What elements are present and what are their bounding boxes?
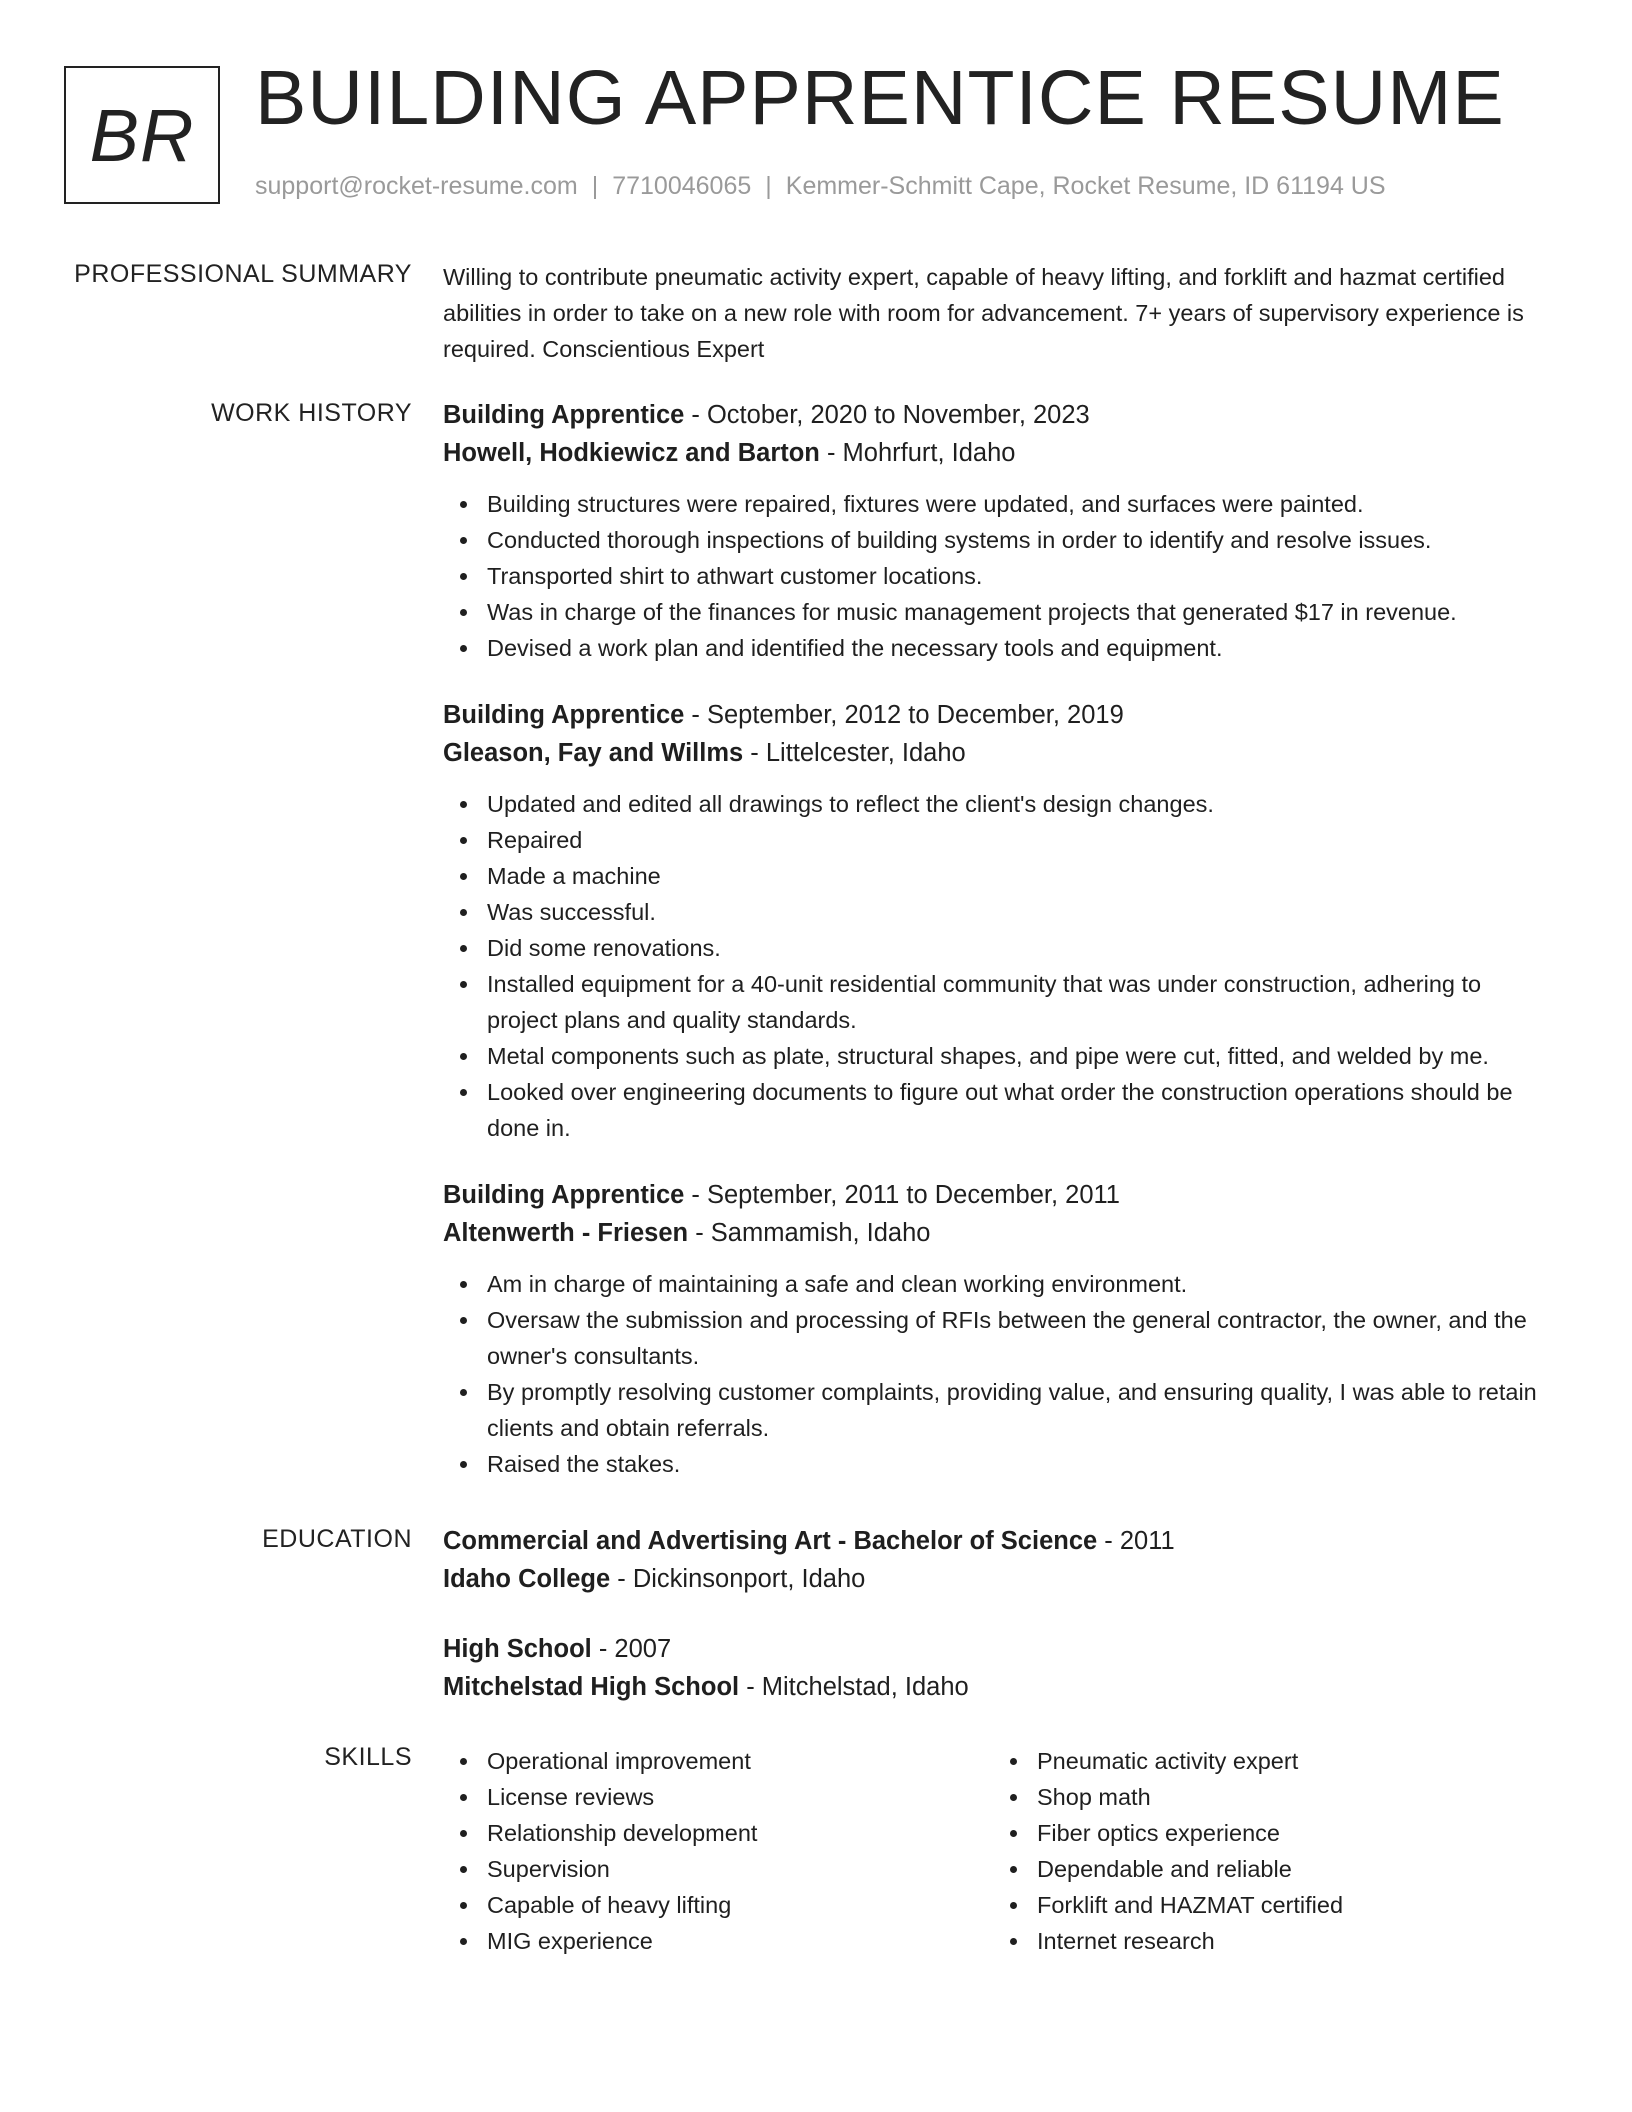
- skill-item: Pneumatic activity expert: [1037, 1743, 1543, 1779]
- degree-line: [443, 1522, 1543, 1560]
- contact-line: [255, 172, 1386, 201]
- school-line: [443, 1668, 1543, 1706]
- skill-item: Supervision: [487, 1851, 993, 1887]
- school-location: - Mitchelstad, Idaho: [739, 1673, 969, 1701]
- skill-item: MIG experience: [487, 1923, 993, 1959]
- job-entry: [443, 1176, 1543, 1482]
- job-bullet: Devised a work plan and identified the necessary tools and equipment.: [487, 630, 1543, 666]
- skills-list-left: [443, 1743, 993, 1959]
- monogram-initials: BR: [89, 93, 195, 177]
- summary-label: PROFESSIONAL SUMMARY: [74, 260, 412, 288]
- job-location: - Sammamish, Idaho: [688, 1219, 931, 1247]
- education-entry: [443, 1522, 1543, 1598]
- job-bullet: Was successful.: [487, 894, 1543, 930]
- skill-item: Internet research: [1037, 1923, 1543, 1959]
- job-bullet: By promptly resolving customer complaints, providing value, and ensuring quality, I was able to retain clients and obtain referrals.: [487, 1374, 1543, 1446]
- job-entry: [443, 396, 1543, 666]
- job-bullets: [443, 1266, 1543, 1482]
- job-bullet: Was in charge of the finances for music management projects that generated $17 in revenue.: [487, 594, 1543, 630]
- education-entry: [443, 1630, 1543, 1706]
- job-bullet: Did some renovations.: [487, 930, 1543, 966]
- job-bullet: Conducted thorough inspections of building systems in order to identify and resolve issues.: [487, 522, 1543, 558]
- degree-year: - 2011: [1097, 1527, 1175, 1555]
- job-location: - Mohrfurt, Idaho: [819, 439, 1016, 467]
- contact-address: Kemmer-Schmitt Cape, Rocket Resume, ID 61194 US: [785, 172, 1386, 200]
- job-dates: - September, 2012 to December, 2019: [684, 701, 1124, 729]
- job-location: - Littelcester, Idaho: [743, 739, 966, 767]
- summary-text: Willing to contribute pneumatic activity expert, capable of heavy lifting, and forklift and hazmat certified abilities in order to take on a new role with room for advancement. 7+ years of supervisory experience is required. Conscientious Expert: [443, 264, 1524, 362]
- job-bullet: Am in charge of maintaining a safe and clean working environment.: [487, 1266, 1543, 1302]
- job-bullets: [443, 486, 1543, 666]
- skills-content: [443, 1743, 1543, 1959]
- contact-email: support@rocket-resume.com: [255, 172, 578, 200]
- resume-title: BUILDING APPRENTICE RESUME: [255, 55, 1505, 141]
- school: Mitchelstad High School: [443, 1673, 740, 1701]
- job-title: Building Apprentice: [443, 701, 685, 729]
- skills-list-right: [993, 1743, 1543, 1959]
- job-dates: - September, 2011 to December, 2011: [684, 1181, 1120, 1209]
- job-bullet: Looked over engineering documents to figure out what order the construction operations should be done in.: [487, 1074, 1543, 1146]
- skill-item: License reviews: [487, 1779, 993, 1815]
- job-title-line: [443, 696, 1543, 734]
- job-company-line: [443, 734, 1543, 772]
- work-history-label: WORK HISTORY: [211, 399, 412, 427]
- education-label: EDUCATION: [262, 1525, 412, 1553]
- skill-item: Forklift and HAZMAT certified: [1037, 1887, 1543, 1923]
- summary-content: [443, 259, 1543, 367]
- work-history-content: [443, 396, 1543, 1482]
- job-title: Building Apprentice: [443, 401, 685, 429]
- school: Idaho College: [443, 1565, 611, 1593]
- degree: Commercial and Advertising Art - Bachelor of Science: [443, 1527, 1098, 1555]
- job-bullets: [443, 786, 1543, 1146]
- school-line: [443, 1560, 1543, 1598]
- job-company: Howell, Hodkiewicz and Barton: [443, 439, 820, 467]
- job-bullet: Raised the stakes.: [487, 1446, 1543, 1482]
- skill-item: Dependable and reliable: [1037, 1851, 1543, 1887]
- monogram-box: [64, 66, 220, 204]
- job-bullet: Installed equipment for a 40-unit residential community that was under construction, adhering to project plans and quality standards.: [487, 966, 1543, 1038]
- skill-item: Fiber optics experience: [1037, 1815, 1543, 1851]
- job-entry: [443, 696, 1543, 1146]
- job-bullet: Transported shirt to athwart customer locations.: [487, 558, 1543, 594]
- contact-phone: 7710046065: [612, 172, 752, 200]
- job-bullet: Updated and edited all drawings to reflect the client's design changes.: [487, 786, 1543, 822]
- job-bullet: Made a machine: [487, 858, 1543, 894]
- job-dates: - October, 2020 to November, 2023: [684, 401, 1090, 429]
- contact-separator: |: [591, 172, 599, 200]
- job-company-line: [443, 434, 1543, 472]
- job-bullet: Oversaw the submission and processing of RFIs between the general contractor, the owner, and the owner's consultants.: [487, 1302, 1543, 1374]
- skill-item: Relationship development: [487, 1815, 993, 1851]
- job-title-line: [443, 396, 1543, 434]
- education-content: [443, 1522, 1543, 1706]
- job-bullet: Metal components such as plate, structural shapes, and pipe were cut, fitted, and welded by me.: [487, 1038, 1543, 1074]
- degree-year: - 2007: [591, 1635, 672, 1663]
- job-title: Building Apprentice: [443, 1181, 685, 1209]
- job-bullet: Repaired: [487, 822, 1543, 858]
- job-bullet: Building structures were repaired, fixtures were updated, and surfaces were painted.: [487, 486, 1543, 522]
- skill-item: Capable of heavy lifting: [487, 1887, 993, 1923]
- job-company: Gleason, Fay and Willms: [443, 739, 744, 767]
- job-title-line: [443, 1176, 1543, 1214]
- contact-separator: |: [765, 172, 772, 200]
- skills-label: SKILLS: [324, 1743, 412, 1771]
- skill-item: Shop math: [1037, 1779, 1543, 1815]
- job-company: Altenwerth - Friesen: [443, 1219, 689, 1247]
- skill-item: Operational improvement: [487, 1743, 993, 1779]
- degree-line: [443, 1630, 1543, 1668]
- school-location: - Dickinsonport, Idaho: [610, 1565, 866, 1593]
- job-company-line: [443, 1214, 1543, 1252]
- degree: High School: [443, 1635, 592, 1663]
